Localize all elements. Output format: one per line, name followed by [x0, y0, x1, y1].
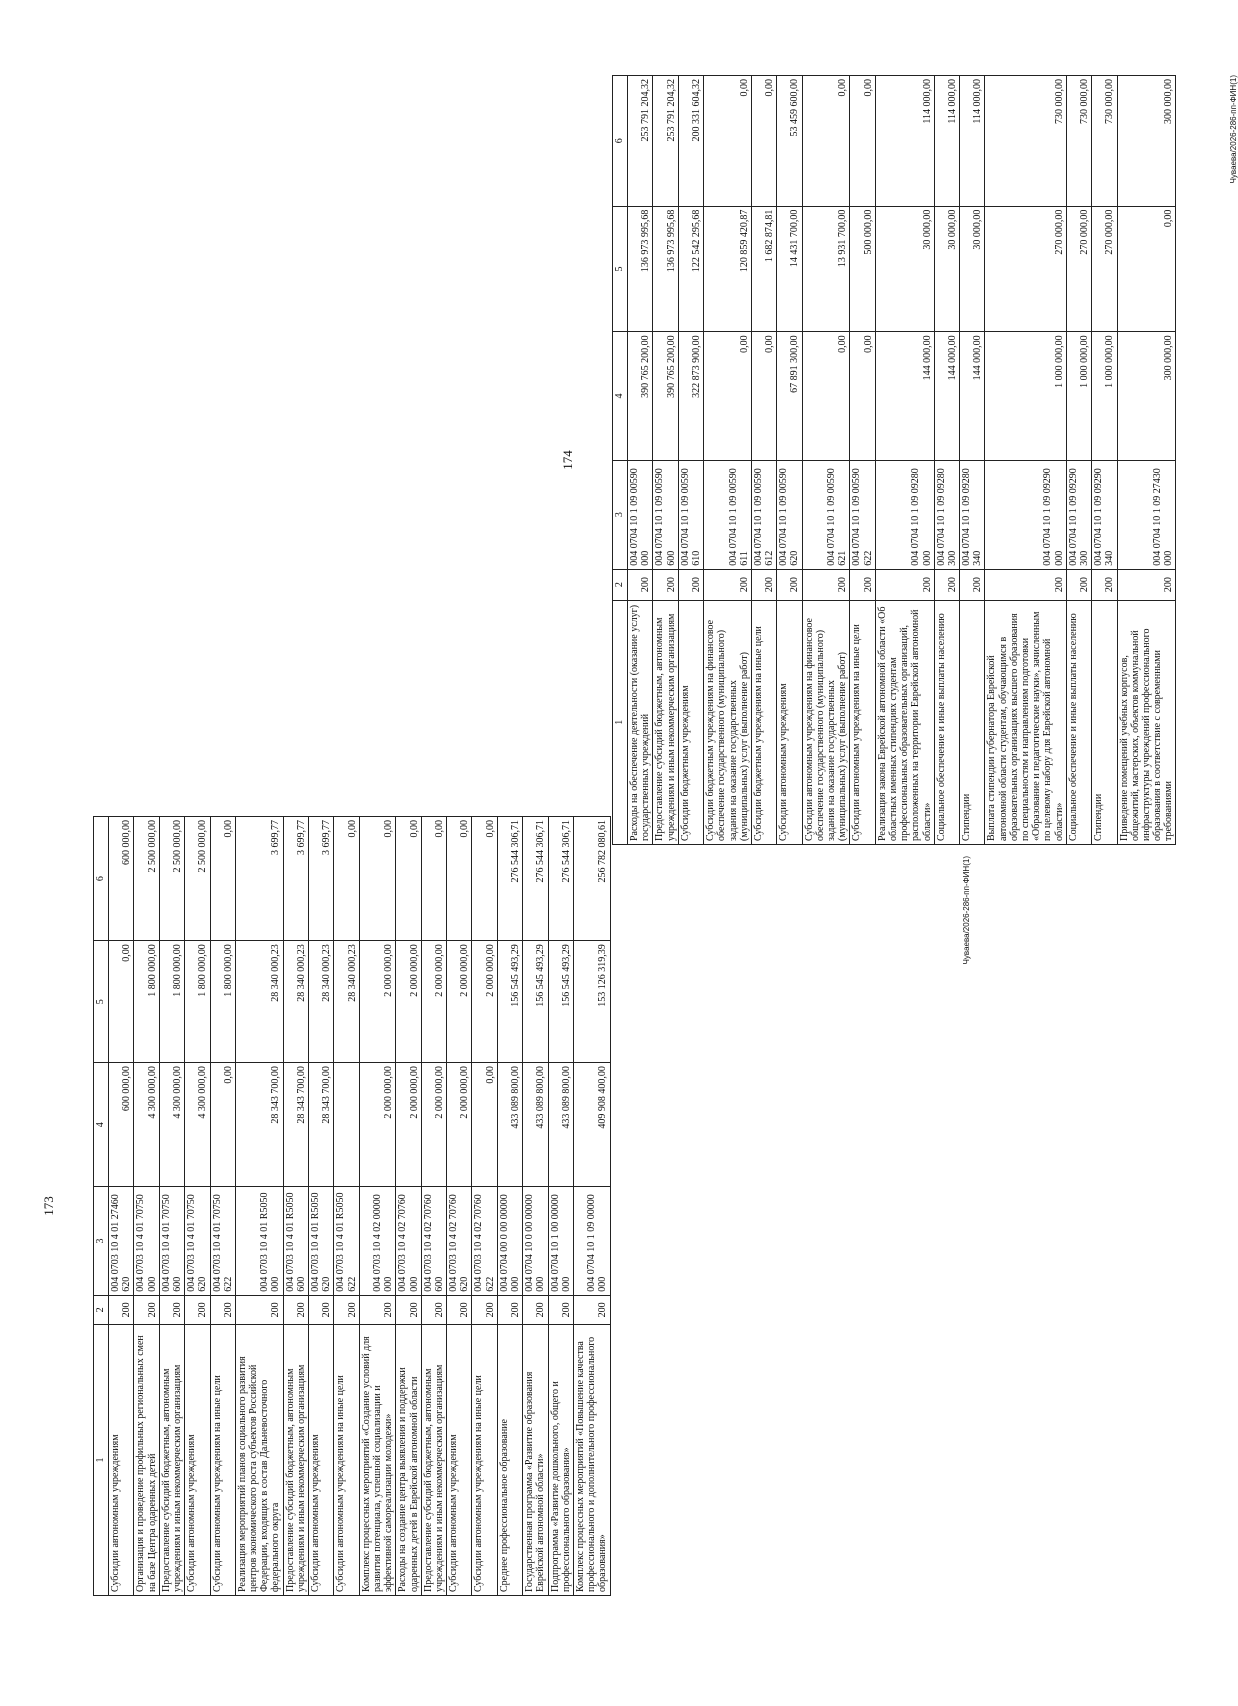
table-header-row	[613, 76, 628, 845]
amount-col5-cell: 1 800 000,00	[210, 941, 235, 1063]
amount-col5-cell: 0,00	[1117, 206, 1176, 332]
amount-col6-cell: 3 699,77	[235, 817, 283, 941]
row-code-2-cell: 200	[777, 569, 802, 600]
row-name-cell: Реализация закона Еврейской автономной области «Об областных именных стипендиях студентам профессиональных образовательных организаций, расположенных на территории Еврейской автономной области»	[875, 600, 934, 844]
amount-col4-cell: 322 873 900,00	[678, 332, 703, 460]
amount-col6-cell: 53 459 600,00	[777, 76, 802, 207]
table-row	[235, 817, 283, 1596]
row-code-2-cell: 200	[934, 569, 959, 600]
amount-col6-cell: 0,00	[334, 817, 359, 941]
row-code-2-cell: 200	[850, 569, 875, 600]
amount-col6-cell: 2 500 000,00	[185, 817, 210, 941]
amount-col4-cell: 433 089 800,00	[548, 1063, 573, 1187]
row-name-cell: Организация и проведение профильных региональных смен на базе Центра одаренных детей	[134, 1325, 159, 1596]
amount-col6-cell: 256 782 080,61	[573, 817, 610, 941]
row-code-2-cell: 200	[653, 569, 678, 600]
amount-col4-cell: 2 000 000,00	[421, 1063, 446, 1187]
budget-code-cell: 004 0704 10 1 09 00590 612	[751, 460, 776, 569]
document-page-174	[560, 75, 1238, 845]
table-row	[875, 76, 934, 845]
row-code-2-cell: 200	[447, 1295, 472, 1324]
document-footer: Чуваева/2026-286-пп-ФИН(1)	[962, 856, 971, 965]
amount-col6-cell: 114 000,00	[960, 76, 985, 207]
amount-col4-cell: 2 000 000,00	[396, 1063, 421, 1187]
row-code-2-cell: 200	[802, 569, 850, 600]
table-row	[210, 817, 235, 1596]
amount-col5-cell: 153 126 319,39	[573, 941, 610, 1063]
table-row	[934, 76, 959, 845]
amount-col6-cell: 0,00	[704, 76, 752, 207]
amount-col6-cell: 0,00	[751, 76, 776, 207]
table-row	[359, 817, 396, 1596]
budget-code-cell: 004 0703 10 4 02 00000 000	[359, 1187, 396, 1295]
column-header: 6	[613, 76, 628, 207]
budget-code-cell: 004 0703 10 4 01 R5050 622	[334, 1187, 359, 1295]
table-row	[309, 817, 334, 1596]
amount-col5-cell: 500 000,00	[850, 206, 875, 332]
row-name-cell: Предоставление субсидий бюджетным, автономным учреждениям и иным некоммерческим организациям	[653, 600, 678, 844]
amount-col5-cell: 30 000,00	[960, 206, 985, 332]
amount-col6-cell: 730 000,00	[1092, 76, 1117, 207]
row-name-cell: Комплекс процессных мероприятий «Создание условий для развития потенциала, успешной социализации и эффективной самореализации молодежи»	[359, 1325, 396, 1596]
amount-col5-cell: 28 340 000,23	[334, 941, 359, 1063]
amount-col6-cell: 3 699,77	[309, 817, 334, 941]
table-row	[850, 76, 875, 845]
table-row	[523, 817, 548, 1596]
budget-code-cell: 004 0704 00 0 00 00000 000	[497, 1187, 522, 1295]
budget-code-cell: 004 0704 10 1 09 00590 621	[802, 460, 850, 569]
budget-code-cell: 004 0703 10 4 02 70760 600	[421, 1187, 446, 1295]
row-name-cell: Субсидии автономным учреждениям	[777, 600, 802, 844]
amount-col5-cell: 122 542 295,68	[678, 206, 703, 332]
table-row	[751, 76, 776, 845]
amount-col4-cell	[334, 1063, 359, 1187]
row-name-cell: Реализация мероприятий планов социального развития центров экономического роста субъектов Российской Федерации, входящих в состав Дальневосточного федерального округа	[235, 1325, 283, 1596]
amount-col5-cell: 156 545 493,29	[497, 941, 522, 1063]
row-code-2-cell: 200	[283, 1295, 308, 1324]
amount-col5-cell: 2 000 000,00	[396, 941, 421, 1063]
row-name-cell: Приведение помещений учебных корпусов, общежитий, мастерских, объектов коммунальной инфраструктуры учреждений профессионального образования в соответствие с современными требованиями	[1117, 600, 1176, 844]
row-name-cell: Подпрограмма «Развитие дошкольного, общего и профессионального образования»	[548, 1325, 573, 1596]
amount-col5-cell: 1 800 000,00	[159, 941, 184, 1063]
row-code-2-cell: 200	[960, 569, 985, 600]
amount-col5-cell: 156 545 493,29	[548, 941, 573, 1063]
row-name-cell: Социальное обеспечение и иные выплаты населению	[934, 600, 959, 844]
amount-col4-cell: 28 343 700,00	[235, 1063, 283, 1187]
amount-col4-cell: 4 300 000,00	[134, 1063, 159, 1187]
row-name-cell: Субсидии автономным учреждениям на иные цели	[850, 600, 875, 844]
table-row	[185, 817, 210, 1596]
row-name-cell: Субсидии автономным учреждениям	[447, 1325, 472, 1596]
amount-col4-cell: 409 908 400,00	[573, 1063, 610, 1187]
row-code-2-cell: 200	[985, 569, 1066, 600]
budget-code-cell: 004 0703 10 4 01 70750 620	[185, 1187, 210, 1295]
amount-col4-cell: 4 300 000,00	[185, 1063, 210, 1187]
amount-col4-cell: 4 300 000,00	[159, 1063, 184, 1187]
row-code-2-cell: 200	[309, 1295, 334, 1324]
row-name-cell: Стипендии	[960, 600, 985, 844]
budget-code-cell: 004 0703 10 4 01 70750 000	[134, 1187, 159, 1295]
amount-col5-cell: 1 800 000,00	[185, 941, 210, 1063]
amount-col5-cell: 2 000 000,00	[447, 941, 472, 1063]
row-code-2-cell: 200	[704, 569, 752, 600]
row-name-cell: Социальное обеспечение и иные выплаты населению	[1066, 600, 1091, 844]
amount-col5-cell: 0,00	[109, 941, 134, 1063]
amount-col4-cell: 144 000,00	[960, 332, 985, 460]
row-code-2-cell: 200	[1066, 569, 1091, 600]
row-name-cell: Субсидии автономным учреждениям	[309, 1325, 334, 1596]
table-row	[1092, 76, 1117, 845]
page-number: 173	[41, 1196, 56, 1216]
amount-col5-cell: 136 973 995,68	[628, 206, 653, 332]
amount-col5-cell: 2 000 000,00	[472, 941, 497, 1063]
amount-col6-cell: 730 000,00	[985, 76, 1066, 207]
row-code-2-cell: 200	[548, 1295, 573, 1324]
amount-col4-cell: 600 000,00	[109, 1063, 134, 1187]
budget-code-cell: 004 0704 10 1 09 09290 300	[1066, 460, 1091, 569]
amount-col4-cell: 28 343 700,00	[309, 1063, 334, 1187]
amount-col5-cell: 136 973 995,68	[653, 206, 678, 332]
column-header: 4	[94, 1063, 109, 1187]
amount-col6-cell: 0,00	[210, 817, 235, 941]
column-header: 1	[94, 1325, 109, 1596]
table-row	[109, 817, 134, 1596]
table-header-row	[94, 817, 109, 1596]
amount-col6-cell: 0,00	[850, 76, 875, 207]
amount-col5-cell: 14 431 700,00	[777, 206, 802, 332]
document-page-173	[41, 816, 971, 1596]
row-name-cell: Предоставление субсидий бюджетным, автономным учреждениям и иным некоммерческим организациям	[159, 1325, 184, 1596]
amount-col4-cell: 144 000,00	[875, 332, 934, 460]
amount-col5-cell: 30 000,00	[875, 206, 934, 332]
column-header: 5	[94, 941, 109, 1063]
amount-col5-cell: 28 340 000,23	[235, 941, 283, 1063]
table-row	[704, 76, 752, 845]
amount-col4-cell: 2 000 000,00	[359, 1063, 396, 1187]
row-code-2-cell: 200	[134, 1295, 159, 1324]
row-code-2-cell: 200	[523, 1295, 548, 1324]
budget-code-cell: 004 0704 10 1 09 09280 300	[934, 460, 959, 569]
amount-col6-cell: 253 791 204,32	[653, 76, 678, 207]
row-code-2-cell: 200	[421, 1295, 446, 1324]
budget-table	[612, 75, 1176, 845]
row-name-cell: Субсидии автономным учреждениям на финансовое обеспечение государственного (муниципального) задания на оказание государственных (муниципальных) услуг (выполнение работ)	[802, 600, 850, 844]
amount-col4-cell: 300 000,00	[1117, 332, 1176, 460]
amount-col4-cell: 433 089 800,00	[523, 1063, 548, 1187]
amount-col6-cell: 3 699,77	[283, 817, 308, 941]
row-name-cell: Субсидии бюджетным учреждениям	[678, 600, 703, 844]
amount-col6-cell: 730 000,00	[1066, 76, 1091, 207]
amount-col5-cell: 2 000 000,00	[359, 941, 396, 1063]
budget-code-cell: 004 0704 10 1 09 00000 000	[573, 1187, 610, 1295]
budget-code-cell: 004 0704 10 1 09 00590 610	[678, 460, 703, 569]
row-code-2-cell: 200	[1092, 569, 1117, 600]
budget-code-cell: 004 0704 10 1 09 09290 000	[985, 460, 1066, 569]
amount-col4-cell: 0,00	[850, 332, 875, 460]
row-name-cell: Субсидии автономным учреждениям на иные цели	[472, 1325, 497, 1596]
row-name-cell: Стипендии	[1092, 600, 1117, 844]
amount-col5-cell: 28 340 000,23	[283, 941, 308, 1063]
table-row	[497, 817, 522, 1596]
row-name-cell: Субсидии бюджетным учреждениям на иные цели	[751, 600, 776, 844]
amount-col6-cell: 114 000,00	[875, 76, 934, 207]
row-name-cell: Субсидии бюджетным учреждениям на финансовое обеспечение государственного (муниципального) задания на оказание государственных (муниципальных) услуг (выполнение работ)	[704, 600, 752, 844]
amount-col4-cell: 0,00	[704, 332, 752, 460]
amount-col5-cell: 13 931 700,00	[802, 206, 850, 332]
row-name-cell: Комплекс процессных мероприятий «Повышение качества профессионального и дополнительного профессионального образования»	[573, 1325, 610, 1596]
column-header: 5	[613, 206, 628, 332]
budget-code-cell: 004 0704 10 1 09 00590 000	[628, 460, 653, 569]
budget-code-cell: 004 0704 10 1 09 09280 340	[960, 460, 985, 569]
column-header: 4	[613, 332, 628, 460]
amount-col4-cell: 1 000 000,00	[985, 332, 1066, 460]
budget-code-cell: 004 0704 10 1 09 09280 000	[875, 460, 934, 569]
document-footer: Чуваева/2026-286-пп-ФИН(1)	[1229, 75, 1238, 184]
row-name-cell: Предоставление субсидий бюджетным, автономным учреждениям и иным некоммерческим организациям	[283, 1325, 308, 1596]
budget-code-cell: 004 0704 10 1 09 00590 611	[704, 460, 752, 569]
row-name-cell: Субсидии автономным учреждениям на иные цели	[210, 1325, 235, 1596]
budget-code-cell: 004 0704 10 1 09 00590 600	[653, 460, 678, 569]
budget-code-cell: 004 0704 10 1 09 27430 000	[1117, 460, 1176, 569]
amount-col4-cell: 390 765 200,00	[628, 332, 653, 460]
row-code-2-cell: 200	[210, 1295, 235, 1324]
amount-col5-cell: 1 800 000,00	[134, 941, 159, 1063]
row-name-cell: Выплата стипендии губернатора Еврейской автономной области студентам, обучающимся в образовательных организациях высшего образования по специальностям и направлениям подготовки «Образование и педагогические науки», зачисленным по целевому набору для Еврейской автономной области»	[985, 600, 1066, 844]
amount-col6-cell: 600 000,00	[109, 817, 134, 941]
amount-col5-cell: 120 859 420,87	[704, 206, 752, 332]
row-code-2-cell: 200	[472, 1295, 497, 1324]
amount-col6-cell: 276 544 306,71	[523, 817, 548, 941]
row-code-2-cell: 200	[359, 1295, 396, 1324]
table-row	[548, 817, 573, 1596]
column-header: 1	[613, 600, 628, 844]
budget-code-cell: 004 0704 10 1 09 00590 620	[777, 460, 802, 569]
table-row	[653, 76, 678, 845]
row-code-2-cell: 200	[396, 1295, 421, 1324]
table-row	[678, 76, 703, 845]
row-code-2-cell: 200	[235, 1295, 283, 1324]
budget-code-cell: 004 0703 10 4 02 70760 000	[396, 1187, 421, 1295]
table-row	[1117, 76, 1176, 845]
row-name-cell: Расходы на создание центра выявления и поддержки одаренных детей в Еврейской автономной области	[396, 1325, 421, 1596]
amount-col6-cell: 200 331 604,32	[678, 76, 703, 207]
amount-col4-cell: 0,00	[802, 332, 850, 460]
amount-col4-cell: 0,00	[210, 1063, 235, 1187]
amount-col5-cell: 30 000,00	[934, 206, 959, 332]
amount-col5-cell: 270 000,00	[1092, 206, 1117, 332]
row-name-cell: Субсидии автономным учреждениям	[109, 1325, 134, 1596]
row-name-cell: Расходы на обеспечение деятельности (оказание услуг) государственных учреждений	[628, 600, 653, 844]
table-row	[159, 817, 184, 1596]
column-header: 3	[613, 460, 628, 569]
column-header: 2	[613, 569, 628, 600]
amount-col5-cell: 1 682 874,81	[751, 206, 776, 332]
row-code-2-cell: 200	[159, 1295, 184, 1324]
amount-col6-cell: 0,00	[359, 817, 396, 941]
amount-col6-cell: 2 500 000,00	[134, 817, 159, 941]
amount-col6-cell: 276 544 306,71	[497, 817, 522, 941]
row-code-2-cell: 200	[751, 569, 776, 600]
row-code-2-cell: 200	[875, 569, 934, 600]
amount-col4-cell: 2 000 000,00	[447, 1063, 472, 1187]
amount-col6-cell: 253 791 204,32	[628, 76, 653, 207]
budget-code-cell: 004 0704 10 1 09 09290 340	[1092, 460, 1117, 569]
page-number: 174	[560, 450, 575, 470]
budget-code-cell: 004 0703 10 4 01 70750 600	[159, 1187, 184, 1295]
amount-col5-cell: 28 340 000,23	[309, 941, 334, 1063]
amount-col6-cell: 276 544 306,71	[548, 817, 573, 941]
row-name-cell: Субсидии автономным учреждениям	[185, 1325, 210, 1596]
row-code-2-cell: 200	[1117, 569, 1176, 600]
table-row	[472, 817, 497, 1596]
table-row	[777, 76, 802, 845]
budget-code-cell: 004 0703 10 4 01 27460 620	[109, 1187, 134, 1295]
amount-col4-cell: 67 891 300,00	[777, 332, 802, 460]
table-row	[334, 817, 359, 1596]
column-header: 6	[94, 817, 109, 941]
row-name-cell: Государственная программа «Развитие образования Еврейской автономной области»	[523, 1325, 548, 1596]
budget-code-cell: 004 0703 10 4 01 R5050 600	[283, 1187, 308, 1295]
amount-col6-cell: 0,00	[802, 76, 850, 207]
amount-col6-cell: 0,00	[396, 817, 421, 941]
amount-col4-cell: 0,00	[751, 332, 776, 460]
budget-code-cell: 004 0703 10 4 01 R5050 620	[309, 1187, 334, 1295]
amount-col4-cell: 0,00	[472, 1063, 497, 1187]
row-code-2-cell: 200	[628, 569, 653, 600]
budget-code-cell: 004 0703 10 4 02 70760 622	[472, 1187, 497, 1295]
table-row	[802, 76, 850, 845]
row-name-cell: Предоставление субсидий бюджетным, автономным учреждениям и иным некоммерческим организациям	[421, 1325, 446, 1596]
amount-col6-cell: 0,00	[421, 817, 446, 941]
table-row	[283, 817, 308, 1596]
table-row	[960, 76, 985, 845]
budget-code-cell: 004 0703 10 4 01 70750 622	[210, 1187, 235, 1295]
amount-col4-cell: 433 089 800,00	[497, 1063, 522, 1187]
budget-table	[93, 816, 611, 1596]
amount-col4-cell: 1 000 000,00	[1092, 332, 1117, 460]
table-row	[628, 76, 653, 845]
table-row	[573, 817, 610, 1596]
column-header: 2	[94, 1295, 109, 1324]
amount-col4-cell: 1 000 000,00	[1066, 332, 1091, 460]
row-code-2-cell: 200	[185, 1295, 210, 1324]
amount-col5-cell: 156 545 493,29	[523, 941, 548, 1063]
amount-col6-cell: 300 000,00	[1117, 76, 1176, 207]
table-row	[421, 817, 446, 1596]
budget-code-cell: 004 0703 10 4 01 R5050 000	[235, 1187, 283, 1295]
table-row	[985, 76, 1066, 845]
row-code-2-cell: 200	[109, 1295, 134, 1324]
row-code-2-cell: 200	[497, 1295, 522, 1324]
row-code-2-cell: 200	[678, 569, 703, 600]
amount-col4-cell: 144 000,00	[934, 332, 959, 460]
amount-col6-cell: 2 500 000,00	[159, 817, 184, 941]
row-code-2-cell: 200	[334, 1295, 359, 1324]
table-row	[134, 817, 159, 1596]
amount-col6-cell: 0,00	[472, 817, 497, 941]
table-row	[447, 817, 472, 1596]
budget-code-cell: 004 0703 10 4 02 70760 620	[447, 1187, 472, 1295]
amount-col4-cell: 28 343 700,00	[283, 1063, 308, 1187]
budget-code-cell: 004 0704 10 1 00 00000 000	[548, 1187, 573, 1295]
amount-col4-cell: 390 765 200,00	[653, 332, 678, 460]
amount-col5-cell: 270 000,00	[1066, 206, 1091, 332]
table-row	[396, 817, 421, 1596]
amount-col6-cell: 0,00	[447, 817, 472, 941]
amount-col6-cell: 114 000,00	[934, 76, 959, 207]
budget-code-cell: 004 0704 10 1 09 00590 622	[850, 460, 875, 569]
column-header: 3	[94, 1187, 109, 1295]
amount-col5-cell: 270 000,00	[985, 206, 1066, 332]
amount-col5-cell: 2 000 000,00	[421, 941, 446, 1063]
budget-code-cell: 004 0704 10 0 00 00000 000	[523, 1187, 548, 1295]
table-row	[1066, 76, 1091, 845]
row-name-cell: Субсидии автономным учреждениям на иные цели	[334, 1325, 359, 1596]
row-code-2-cell: 200	[573, 1295, 610, 1324]
row-name-cell: Среднее профессиональное образование	[497, 1325, 522, 1596]
